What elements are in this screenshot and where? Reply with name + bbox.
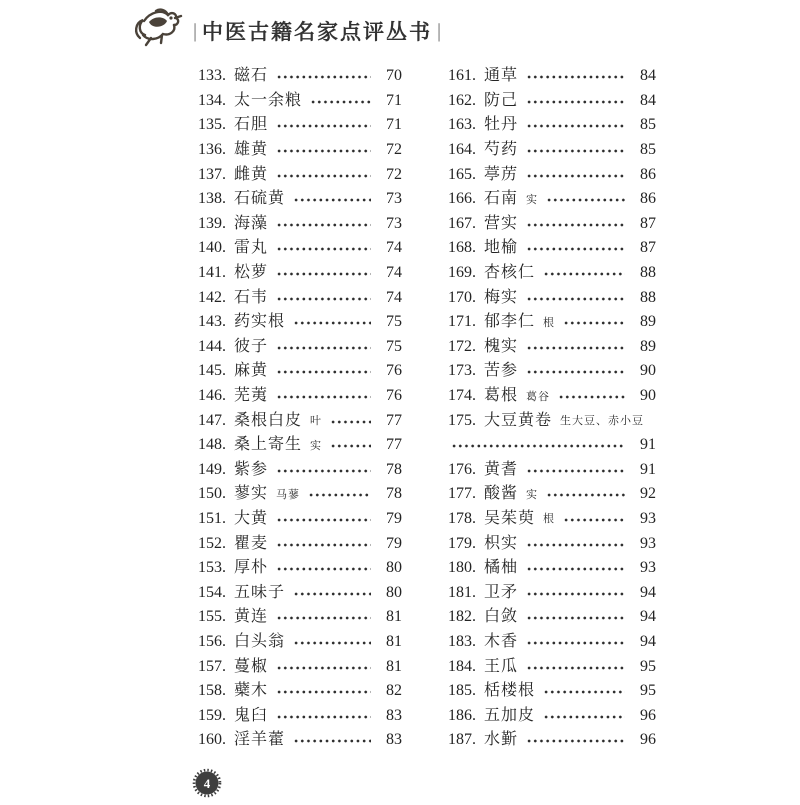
entry-number: 138.: [198, 190, 226, 208]
entry-page-number: 87: [640, 214, 656, 232]
toc-entry: [448, 654, 656, 679]
herb-name: 石硫黄: [234, 190, 286, 208]
entry-page-number: 93: [640, 509, 656, 527]
entry-number: 139.: [198, 214, 226, 232]
herb-name: 厚朴: [234, 559, 269, 577]
dot-leader: [526, 344, 625, 352]
herb-name: 营实: [484, 214, 519, 232]
toc-entry: [448, 261, 656, 286]
toc-entry: [198, 138, 402, 163]
entry-number: 173.: [448, 362, 476, 380]
dot-leader: [293, 196, 371, 204]
herb-name: 蘗木: [234, 682, 269, 700]
herb-name: 白敛: [484, 608, 519, 626]
entry-number: 162.: [448, 91, 476, 109]
herb-note: 根: [543, 513, 556, 526]
dot-leader: [558, 393, 625, 401]
entry-number: 137.: [198, 165, 226, 183]
toc-entry: [198, 187, 402, 212]
entry-page-number: 94: [640, 608, 656, 626]
dot-leader: [330, 442, 371, 450]
herb-note: 叶: [310, 415, 323, 428]
toc-entry: [198, 310, 402, 335]
entry-page-number: 91: [640, 436, 656, 454]
entry-page-number: 70: [386, 67, 402, 85]
dot-leader: [330, 418, 371, 426]
herb-name: 地榆: [484, 239, 519, 257]
toc-entry: [198, 212, 402, 237]
herb-name: 蓼实: [234, 485, 269, 503]
herb-name: 白头翁: [234, 632, 286, 650]
entry-number: 187.: [448, 731, 476, 749]
title-bar-right: |: [437, 19, 441, 42]
entry-number: 152.: [198, 534, 226, 552]
toc-entry: [198, 703, 402, 728]
herb-name: 葶苈: [484, 165, 519, 183]
entry-number: 134.: [198, 91, 226, 109]
toc-entry: [448, 458, 656, 483]
toc-entry: [448, 236, 656, 261]
dot-leader: [276, 344, 371, 352]
toc-entry: [198, 630, 402, 655]
entry-number: 178.: [448, 509, 476, 527]
herb-note: 实: [526, 193, 539, 206]
entry-number: 155.: [198, 608, 226, 626]
herb-name: 磁石: [234, 67, 269, 85]
entry-page-number: 74: [386, 288, 402, 306]
herb-name: 枳实: [484, 534, 519, 552]
entry-number: 144.: [198, 337, 226, 355]
entry-page-number: 93: [640, 559, 656, 577]
herb-name: 五加皮: [484, 706, 536, 724]
entry-page-number: 90: [640, 387, 656, 405]
entry-number: 185.: [448, 682, 476, 700]
entry-number: 175.: [448, 411, 476, 429]
dot-leader: [276, 147, 371, 155]
entry-number: 157.: [198, 657, 226, 675]
herb-name: 橘柚: [484, 559, 519, 577]
toc-entry: [198, 580, 402, 605]
herb-name: 木香: [484, 632, 519, 650]
toc-entry: [448, 310, 656, 335]
toc-entry: [198, 162, 402, 187]
dot-leader: [526, 590, 625, 598]
dot-leader: [526, 147, 625, 155]
entry-number: 183.: [448, 632, 476, 650]
entry-number: 186.: [448, 706, 476, 724]
toc-entry: [448, 679, 656, 704]
entry-page-number: 85: [640, 141, 656, 159]
entry-page-number: 78: [386, 460, 402, 478]
herb-name: 黄连: [234, 608, 269, 626]
entry-page-number: 94: [640, 583, 656, 601]
toc-entry: [198, 433, 402, 458]
entry-number: 174.: [448, 387, 476, 405]
dot-leader: [526, 565, 625, 573]
entry-number: 147.: [198, 411, 226, 429]
entry-number: 168.: [448, 239, 476, 257]
entry-number: 181.: [448, 583, 476, 601]
entry-number: 176.: [448, 460, 476, 478]
entry-page-number: 76: [386, 387, 402, 405]
dragon-seal-icon: [131, 4, 185, 54]
toc-entry: [198, 605, 402, 630]
entry-page-number: 95: [640, 657, 656, 675]
herb-name: 梅实: [484, 288, 519, 306]
herb-note: 根: [543, 316, 556, 329]
entry-number: 159.: [198, 706, 226, 724]
herb-name: 葛根: [484, 387, 519, 405]
dot-leader: [276, 295, 371, 303]
herb-name: 桑上寄生: [234, 436, 303, 454]
entry-page-number: 95: [640, 682, 656, 700]
herb-name: 苦参: [484, 362, 519, 380]
entry-number: 142.: [198, 288, 226, 306]
toc-entry: [198, 89, 402, 114]
dot-leader: [526, 221, 625, 229]
entry-page-number: 79: [386, 509, 402, 527]
dot-leader: [526, 737, 625, 745]
herb-name: 雷丸: [234, 239, 269, 257]
dot-leader: [276, 467, 371, 475]
herb-name: 牡丹: [484, 116, 519, 134]
toc-entry: [198, 531, 402, 556]
entry-page-number: 82: [386, 682, 402, 700]
entry-page-number: 81: [386, 608, 402, 626]
entry-page-number: 88: [640, 288, 656, 306]
herb-name: 彼子: [234, 337, 269, 355]
entry-number: 140.: [198, 239, 226, 257]
entry-page-number: 81: [386, 657, 402, 675]
entry-page-number: 71: [386, 91, 402, 109]
entry-page-number: 90: [640, 362, 656, 380]
dot-leader: [276, 565, 371, 573]
dot-leader: [276, 122, 371, 130]
entry-page-number: 93: [640, 534, 656, 552]
dot-leader: [563, 516, 625, 524]
toc-entry: [198, 64, 402, 89]
herb-name: 松萝: [234, 264, 269, 282]
entry-number: 171.: [448, 313, 476, 331]
toc-entry: [198, 482, 402, 507]
toc-entry: [448, 285, 656, 310]
entry-number: 154.: [198, 583, 226, 601]
dot-leader: [546, 196, 625, 204]
entry-page-number: 89: [640, 337, 656, 355]
entry-number: 148.: [198, 436, 226, 454]
herb-name: 水斳: [484, 731, 519, 749]
entry-number: 180.: [448, 559, 476, 577]
dot-leader: [293, 590, 371, 598]
entry-number: 146.: [198, 387, 226, 405]
dot-leader: [276, 270, 371, 278]
herb-name: 五味子: [234, 583, 286, 601]
toc-entry: [198, 236, 402, 261]
dot-leader: [451, 442, 625, 450]
toc-entry: [448, 482, 656, 507]
entry-page-number: 80: [386, 583, 402, 601]
herb-name: 石胆: [234, 116, 269, 134]
entry-number: 169.: [448, 264, 476, 282]
entry-page-number: 87: [640, 239, 656, 257]
herb-name: 海藻: [234, 214, 269, 232]
entry-page-number: 77: [386, 436, 402, 454]
dot-leader: [526, 467, 625, 475]
toc-entry: [198, 113, 402, 138]
entry-number: 149.: [198, 460, 226, 478]
toc-entry: [198, 679, 402, 704]
herb-name: 芜荑: [234, 387, 269, 405]
toc-column-left: [198, 64, 402, 753]
dot-leader: [526, 172, 625, 180]
herb-name: 吴茱萸: [484, 509, 536, 527]
entry-number: 160.: [198, 731, 226, 749]
entry-page-number: 78: [386, 485, 402, 503]
toc-entry: [448, 728, 656, 753]
dot-leader: [543, 713, 625, 721]
toc-entry: [198, 507, 402, 532]
toc-entry: [448, 113, 656, 138]
dot-leader: [293, 639, 371, 647]
toc-entry: [448, 212, 656, 237]
entry-page-number: 77: [386, 411, 402, 429]
herb-name: 淫羊藿: [234, 731, 286, 749]
entry-number: 158.: [198, 682, 226, 700]
toc-entry: [198, 285, 402, 310]
entry-page-number: 84: [640, 67, 656, 85]
toc-entry: [198, 728, 402, 753]
toc-entry: [448, 605, 656, 630]
toc-entry: [448, 138, 656, 163]
herb-note: 实: [526, 488, 539, 501]
entry-page-number: 96: [640, 706, 656, 724]
herb-name: 石南: [484, 190, 519, 208]
dot-leader: [276, 393, 371, 401]
dot-leader: [276, 664, 371, 672]
toc-entry: [448, 359, 656, 384]
dot-leader: [526, 541, 625, 549]
entry-page-number: 75: [386, 313, 402, 331]
dot-leader: [526, 614, 625, 622]
dot-leader: [293, 737, 371, 745]
dot-leader: [543, 688, 625, 696]
entry-page-number: 81: [386, 632, 402, 650]
entry-page-number: 84: [640, 91, 656, 109]
herb-name: 雄黄: [234, 141, 269, 159]
entry-page-number: 72: [386, 141, 402, 159]
herb-name: 防己: [484, 91, 519, 109]
entry-page-number: 74: [386, 264, 402, 282]
dot-leader: [308, 491, 371, 499]
herb-name: 桑根白皮: [234, 411, 303, 429]
herb-name: 药实根: [234, 313, 286, 331]
herb-name: 太一余粮: [234, 91, 303, 109]
entry-page-number: 88: [640, 264, 656, 282]
toc-entry: [448, 630, 656, 655]
herb-name: 卫矛: [484, 583, 519, 601]
entry-number: 151.: [198, 509, 226, 527]
entry-number: 165.: [448, 165, 476, 183]
page-number: 4: [203, 776, 211, 791]
dot-leader: [293, 319, 371, 327]
dot-leader: [526, 664, 625, 672]
herb-name: 蔓椒: [234, 657, 269, 675]
series-title: [188, 16, 446, 46]
herb-name: 石韦: [234, 288, 269, 306]
entry-page-number: 79: [386, 534, 402, 552]
dot-leader: [546, 491, 625, 499]
title-bar-left: |: [193, 19, 197, 42]
entry-number: 145.: [198, 362, 226, 380]
toc-entry: [448, 408, 656, 433]
dot-leader: [563, 319, 625, 327]
dot-leader: [526, 368, 625, 376]
toc-entry: [198, 654, 402, 679]
dot-leader: [526, 122, 625, 130]
toc-column-right: [448, 64, 656, 753]
entry-number: 156.: [198, 632, 226, 650]
entry-page-number: 91: [640, 460, 656, 478]
entry-number: 143.: [198, 313, 226, 331]
herb-name: 杏核仁: [484, 264, 536, 282]
herb-name: 大豆黄卷: [484, 411, 553, 429]
herb-note: 实: [310, 439, 323, 452]
herb-name: 紫参: [234, 460, 269, 478]
herb-name: 栝楼根: [484, 682, 536, 700]
entry-page-number: 83: [386, 706, 402, 724]
herb-name: 槐实: [484, 337, 519, 355]
entry-page-number: 73: [386, 214, 402, 232]
toc-entry: [448, 580, 656, 605]
toc-entry: [448, 531, 656, 556]
dot-leader: [276, 73, 371, 81]
toc-entry: [198, 384, 402, 409]
herb-note: 葛谷: [526, 390, 551, 403]
entry-page-number: 80: [386, 559, 402, 577]
herb-name: 芍药: [484, 141, 519, 159]
toc-entry: [448, 335, 656, 360]
entry-number: 163.: [448, 116, 476, 134]
herb-name: 瞿麦: [234, 534, 269, 552]
herb-name: 麻黄: [234, 362, 269, 380]
entry-number: 153.: [198, 559, 226, 577]
dot-leader: [276, 541, 371, 549]
dot-leader: [276, 614, 371, 622]
toc-entry: [448, 89, 656, 114]
herb-note: 生大豆、赤小豆: [560, 415, 645, 428]
dot-leader: [526, 295, 625, 303]
entry-number: 166.: [448, 190, 476, 208]
herb-name: 郁李仁: [484, 313, 536, 331]
entry-page-number: 92: [640, 485, 656, 503]
entry-number: 182.: [448, 608, 476, 626]
entry-number: 141.: [198, 264, 226, 282]
entry-page-number: 74: [386, 239, 402, 257]
toc-entry: [448, 384, 656, 409]
entry-page-number: 89: [640, 313, 656, 331]
entry-number: 184.: [448, 657, 476, 675]
entry-page-number: 96: [640, 731, 656, 749]
entry-number: 161.: [448, 67, 476, 85]
entry-page-number: 72: [386, 165, 402, 183]
herb-name: 通草: [484, 67, 519, 85]
toc-entry: [448, 507, 656, 532]
series-title-text: 中医古籍名家点评丛书: [202, 20, 433, 44]
page-number-badge: [190, 766, 224, 800]
entry-number: 136.: [198, 141, 226, 159]
herb-name: 大黄: [234, 509, 269, 527]
dot-leader: [276, 516, 371, 524]
herb-name: 鬼臼: [234, 706, 269, 724]
toc-entry: [448, 162, 656, 187]
dot-leader: [276, 221, 371, 229]
herb-name: 雌黄: [234, 165, 269, 183]
entry-page-number: 83: [386, 731, 402, 749]
toc-entry: [448, 187, 656, 212]
entry-page-number: 75: [386, 337, 402, 355]
entry-number: 179.: [448, 534, 476, 552]
dot-leader: [543, 270, 625, 278]
entry-number: 177.: [448, 485, 476, 503]
herb-name: 王瓜: [484, 657, 519, 675]
dot-leader: [526, 98, 625, 106]
entry-number: 170.: [448, 288, 476, 306]
entry-page-number: 86: [640, 190, 656, 208]
dot-leader: [276, 245, 371, 253]
entry-page-number: 76: [386, 362, 402, 380]
toc-entry: [448, 556, 656, 581]
herb-name: 黄耆: [484, 460, 519, 478]
entry-number: 150.: [198, 485, 226, 503]
toc-entry-continuation: [448, 433, 656, 458]
dot-leader: [526, 639, 625, 647]
entry-number: 172.: [448, 337, 476, 355]
entry-page-number: 71: [386, 116, 402, 134]
dot-leader: [276, 368, 371, 376]
entry-number: 133.: [198, 67, 226, 85]
dot-leader: [526, 73, 625, 81]
entry-number: 167.: [448, 214, 476, 232]
entry-page-number: 85: [640, 116, 656, 134]
entry-number: 164.: [448, 141, 476, 159]
herb-name: 酸酱: [484, 485, 519, 503]
toc-entry: [198, 335, 402, 360]
toc-entry: [198, 261, 402, 286]
toc-entry: [448, 64, 656, 89]
entry-number: 135.: [198, 116, 226, 134]
dot-leader: [276, 713, 371, 721]
entry-page-number: 86: [640, 165, 656, 183]
toc-entry: [198, 408, 402, 433]
toc-entry: [198, 556, 402, 581]
toc-entry: [198, 458, 402, 483]
dot-leader: [310, 98, 371, 106]
toc-entry: [198, 359, 402, 384]
entry-page-number: 94: [640, 632, 656, 650]
herb-note: 马蓼: [276, 488, 301, 501]
entry-page-number: 73: [386, 190, 402, 208]
dot-leader: [526, 245, 625, 253]
dot-leader: [276, 172, 371, 180]
toc-entry: [448, 703, 656, 728]
dot-leader: [276, 688, 371, 696]
